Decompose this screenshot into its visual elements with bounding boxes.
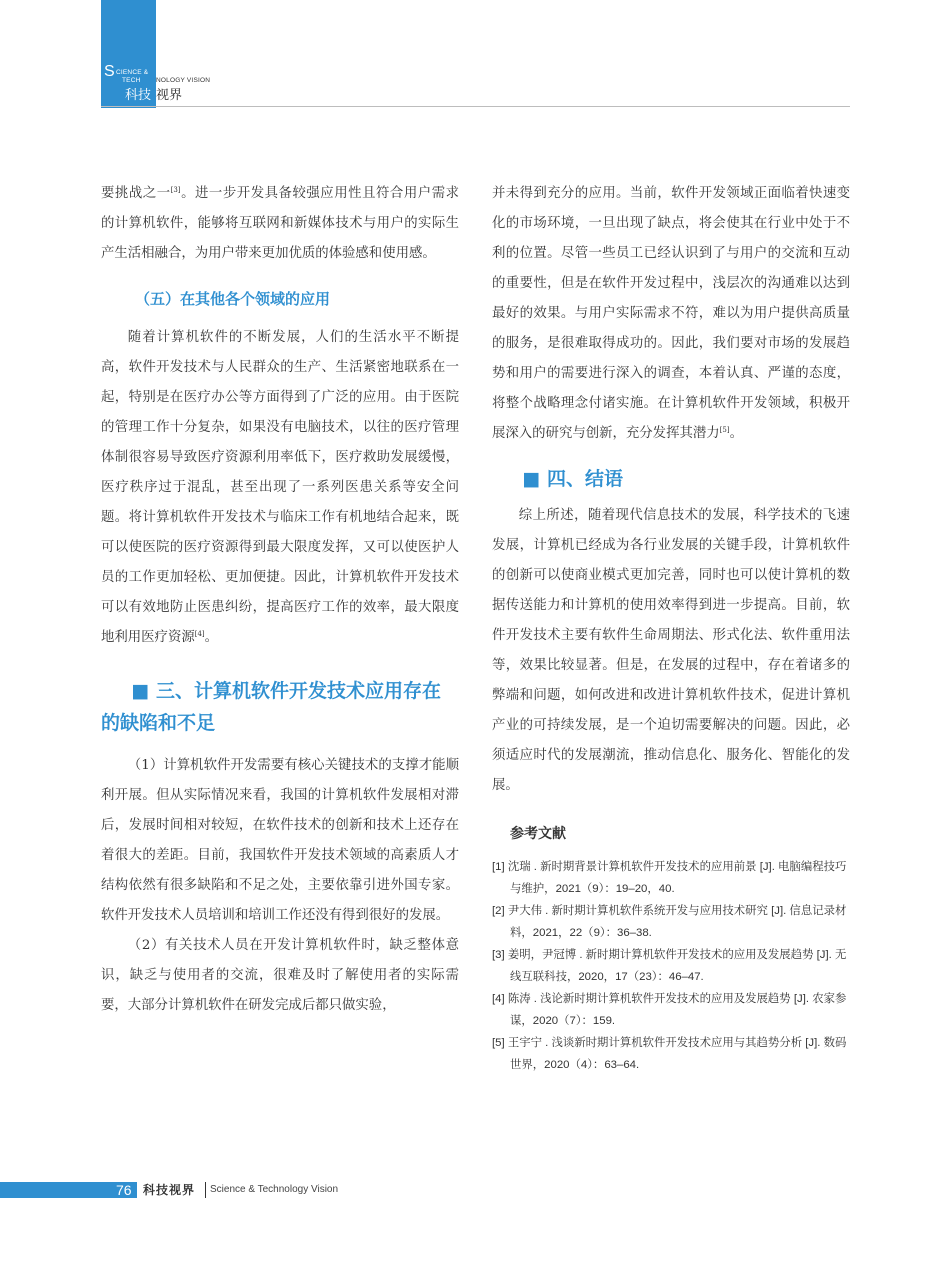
reference-item: [2] 尹大伟 . 新时期计算机软件系统开发与应用技术研究 [J]. 信息记录材料，2021，22（9）：36–38. xyxy=(492,905,847,939)
paragraph: （1）计算机软件开发需要有核心关键技术的支撑才能顺利开展。但从实际情况来看，我国的计算机软件发展相对滞后，发展时间相对较短，在软件技术的创新和技术上还存在着很大的差距。目前，我国软件开发技术领域的高素质人才结构依然有很多缺陷和不足之处，主要依靠引进外国专家。软件开发技术人员培训和培训工作还没有得到很好的发展。 xyxy=(101,758,459,923)
citation: [4] xyxy=(194,630,205,638)
footer-separator xyxy=(205,1182,206,1198)
header-rule xyxy=(101,106,850,107)
page-number: 76 xyxy=(116,1182,132,1198)
footer-journal-en: Science & Technology Vision xyxy=(210,1184,339,1195)
logo-line1: CIENCE & xyxy=(116,69,149,76)
reference-item: [1] 沈瑞 . 新时期背景计算机软件开发技术的应用前景 [J]. 电脑编程技巧与维护，2021（9）：19–20，40. xyxy=(492,861,847,895)
logo-line2a: TECH xyxy=(122,77,141,84)
right-column xyxy=(492,179,850,1077)
reference-list xyxy=(492,857,850,1076)
paragraph: 综上所述，随着现代信息技术的发展，科学技术的飞速发展，计算机已经成为各行业发展的关键手段，计算机软件的创新可以使商业模式更加完善，同时也可以使计算机的数据传送能力和计算机的使用效率得到进一步提高。目前，软件开发技术主要有软件生命周期法、形式化法、软件重用法等，效果比较显著。但是，在发展的过程中，存在着诸多的弊端和问题，如何改进和改进计算机软件技术，促进计算机产业的可持续发展，是一个迫切需要解决的问题。因此，必须适应时代的发展潮流，推动信息化、服务化、智能化的发展。 xyxy=(492,508,850,793)
reference-item: [4] 陈涛 . 浅论新时期计算机软件开发技术的应用及发展趋势 [J]. 农家参谋，2020（7）：159. xyxy=(492,993,847,1027)
logo-cn-part1: 科技 xyxy=(125,88,152,103)
references-heading: 参考文献 xyxy=(510,826,566,842)
logo-cn-part2: 视界 xyxy=(156,88,183,103)
reference-item: [3] 姜明，尹冠博 . 新时期计算机软件开发技术的应用及发展趋势 [J]. 无线互联科技，2020，17（23）：46–47. xyxy=(492,949,847,983)
left-column xyxy=(101,179,459,1021)
paragraph: 并未得到充分的应用。当前，软件开发领域正面临着快速变化的市场环境，一旦出现了缺点，将会使其在行业中处于不利的位置。尽管一些员工已经认识到了与用户的交流和互动的重要性，但是在软件开发过程中，浅层次的沟通难以达到最好的效果。与用户实际需求不符，难以为用户提供高质量的服务，是很难取得成功的。因此，我们要对市场的发展趋势和用户的需要进行深入的调查，本着认真、严谨的态度，将整个战略理念付诸实施。在计算机软件开发领域，积极开展深入的研究与创新，充分发挥其潜力[5]。 xyxy=(492,186,850,441)
subsection-heading: （五）在其他各个领域的应用 xyxy=(135,291,331,308)
paragraph: 要挑战之一[3]。进一步开发具备较强应用性且符合用户需求的计算机软件，能够将互联网和新媒体技术与用户的实际生产生活相融合，为用户带来更加优质的体验感和使用感。 xyxy=(101,186,460,261)
logo-line2b: NOLOGY VISION xyxy=(156,77,211,84)
citation: [3] xyxy=(170,186,181,194)
reference-item: [5] 王宇宁 . 浅谈新时期计算机软件开发技术应用与其趋势分析 [J]. 数码世界，2020（4）：63–64. xyxy=(492,1037,847,1071)
logo-initial: S xyxy=(104,63,115,80)
footer-journal-cn: 科技视界 xyxy=(143,1183,196,1197)
paragraph: 随着计算机软件的不断发展，人们的生活水平不断提高，软件开发技术与人民群众的生产、生活紧密地联系在一起，特别是在医疗办公等方面得到了广泛的应用。由于医院的管理工作十分复杂，如果没有电脑技术，以往的医疗管理体制很容易导致医疗资源利用率低下，医疗救助发展缓慢，医疗秩序过于混乱，甚至出现了一系列医患关系等安全问题。将计算机软件开发技术与临床工作有机地结合起来，既可以使医院的医疗资源得到最大限度发挥，又可以使医护人员的工作更加轻松、更加便捷。因此，计算机软件开发技术可以有效地防止医患纠纷，提高医疗工作的效率，最大限度地利用医疗资源[4]。 xyxy=(101,330,459,645)
citation: [5] xyxy=(719,426,730,434)
paragraph: （2）有关技术人员在开发计算机软件时，缺乏整体意识，缺乏与使用者的交流，很难及时了解使用者的实际需要，大部分计算机软件在研发完成后都只做实验， xyxy=(101,938,459,1013)
section-heading: ■ 四、结语 xyxy=(522,468,623,490)
section-heading: ■ 三、计算机软件开发技术应用存在的缺陷和不足 xyxy=(101,680,441,734)
